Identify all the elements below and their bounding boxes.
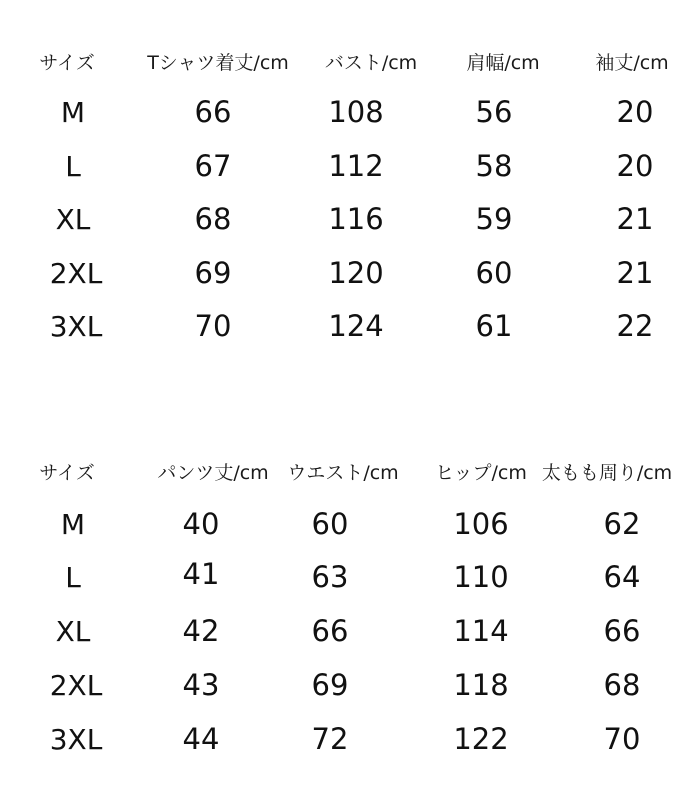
table-cell: 64: [603, 560, 641, 594]
table-cell: 42: [182, 614, 220, 648]
table-cell: 20: [616, 95, 654, 129]
table-cell: 70: [603, 722, 641, 756]
header-size: サイズ: [39, 52, 95, 74]
table-cell: 21: [616, 202, 654, 236]
table-cell: 124: [328, 309, 384, 343]
table-cell: 120: [328, 256, 384, 290]
table-cell: 61: [475, 309, 513, 343]
header-shoulder: 肩幅/cm: [466, 52, 540, 74]
header-sleeve: 袖丈/cm: [595, 52, 669, 74]
header-hip: ヒップ/cm: [435, 462, 527, 484]
table-cell: 114: [453, 614, 509, 648]
row-size-label: XL: [55, 615, 91, 648]
row-size-label: 3XL: [49, 310, 103, 343]
table-cell: 108: [328, 95, 384, 129]
table-cell: 62: [603, 507, 641, 541]
header-tshirt-length: Tシャツ着丈/cm: [147, 52, 289, 74]
header-pants-length: パンツ丈/cm: [157, 462, 269, 484]
table-cell: 72: [311, 722, 349, 756]
table-cell: 56: [475, 95, 513, 129]
table-cell: 110: [453, 560, 509, 594]
table-cell: 63: [311, 560, 349, 594]
table-cell: 70: [194, 309, 232, 343]
table-cell: 116: [328, 202, 384, 236]
row-size-label: L: [65, 150, 81, 183]
row-size-label: L: [65, 561, 81, 594]
table-cell: 106: [453, 507, 509, 541]
header-bust: バスト/cm: [324, 52, 418, 74]
header-thigh: 太もも周り/cm: [541, 462, 673, 484]
table-cell: 118: [453, 668, 509, 702]
header-waist: ウエスト/cm: [287, 462, 399, 484]
table-cell: 59: [475, 202, 513, 236]
pants-size-table: [0, 440, 700, 805]
table-cell: 69: [194, 256, 232, 290]
table-cell: 68: [194, 202, 232, 236]
tshirt-size-table: [0, 0, 700, 360]
table-cell: 66: [603, 614, 641, 648]
table-cell: 41: [182, 557, 220, 591]
row-size-label: XL: [55, 203, 91, 236]
table-cell: 21: [616, 256, 654, 290]
table-cell: 69: [311, 668, 349, 702]
table-cell: 112: [328, 149, 384, 183]
row-size-label: M: [60, 508, 86, 541]
table-cell: 22: [616, 309, 654, 343]
row-size-label: 2XL: [49, 669, 103, 702]
table-cell: 44: [182, 722, 220, 756]
row-size-label: M: [60, 96, 86, 129]
row-size-label: 2XL: [49, 257, 103, 290]
table-cell: 60: [475, 256, 513, 290]
header-size: サイズ: [39, 462, 95, 484]
table-cell: 68: [603, 668, 641, 702]
row-size-label: 3XL: [49, 723, 103, 756]
table-cell: 58: [475, 149, 513, 183]
table-cell: 20: [616, 149, 654, 183]
table-cell: 66: [194, 95, 232, 129]
table-cell: 43: [182, 668, 220, 702]
table-cell: 67: [194, 149, 232, 183]
table-cell: 66: [311, 614, 349, 648]
table-cell: 40: [182, 507, 220, 541]
table-cell: 60: [311, 507, 349, 541]
table-cell: 122: [453, 722, 509, 756]
